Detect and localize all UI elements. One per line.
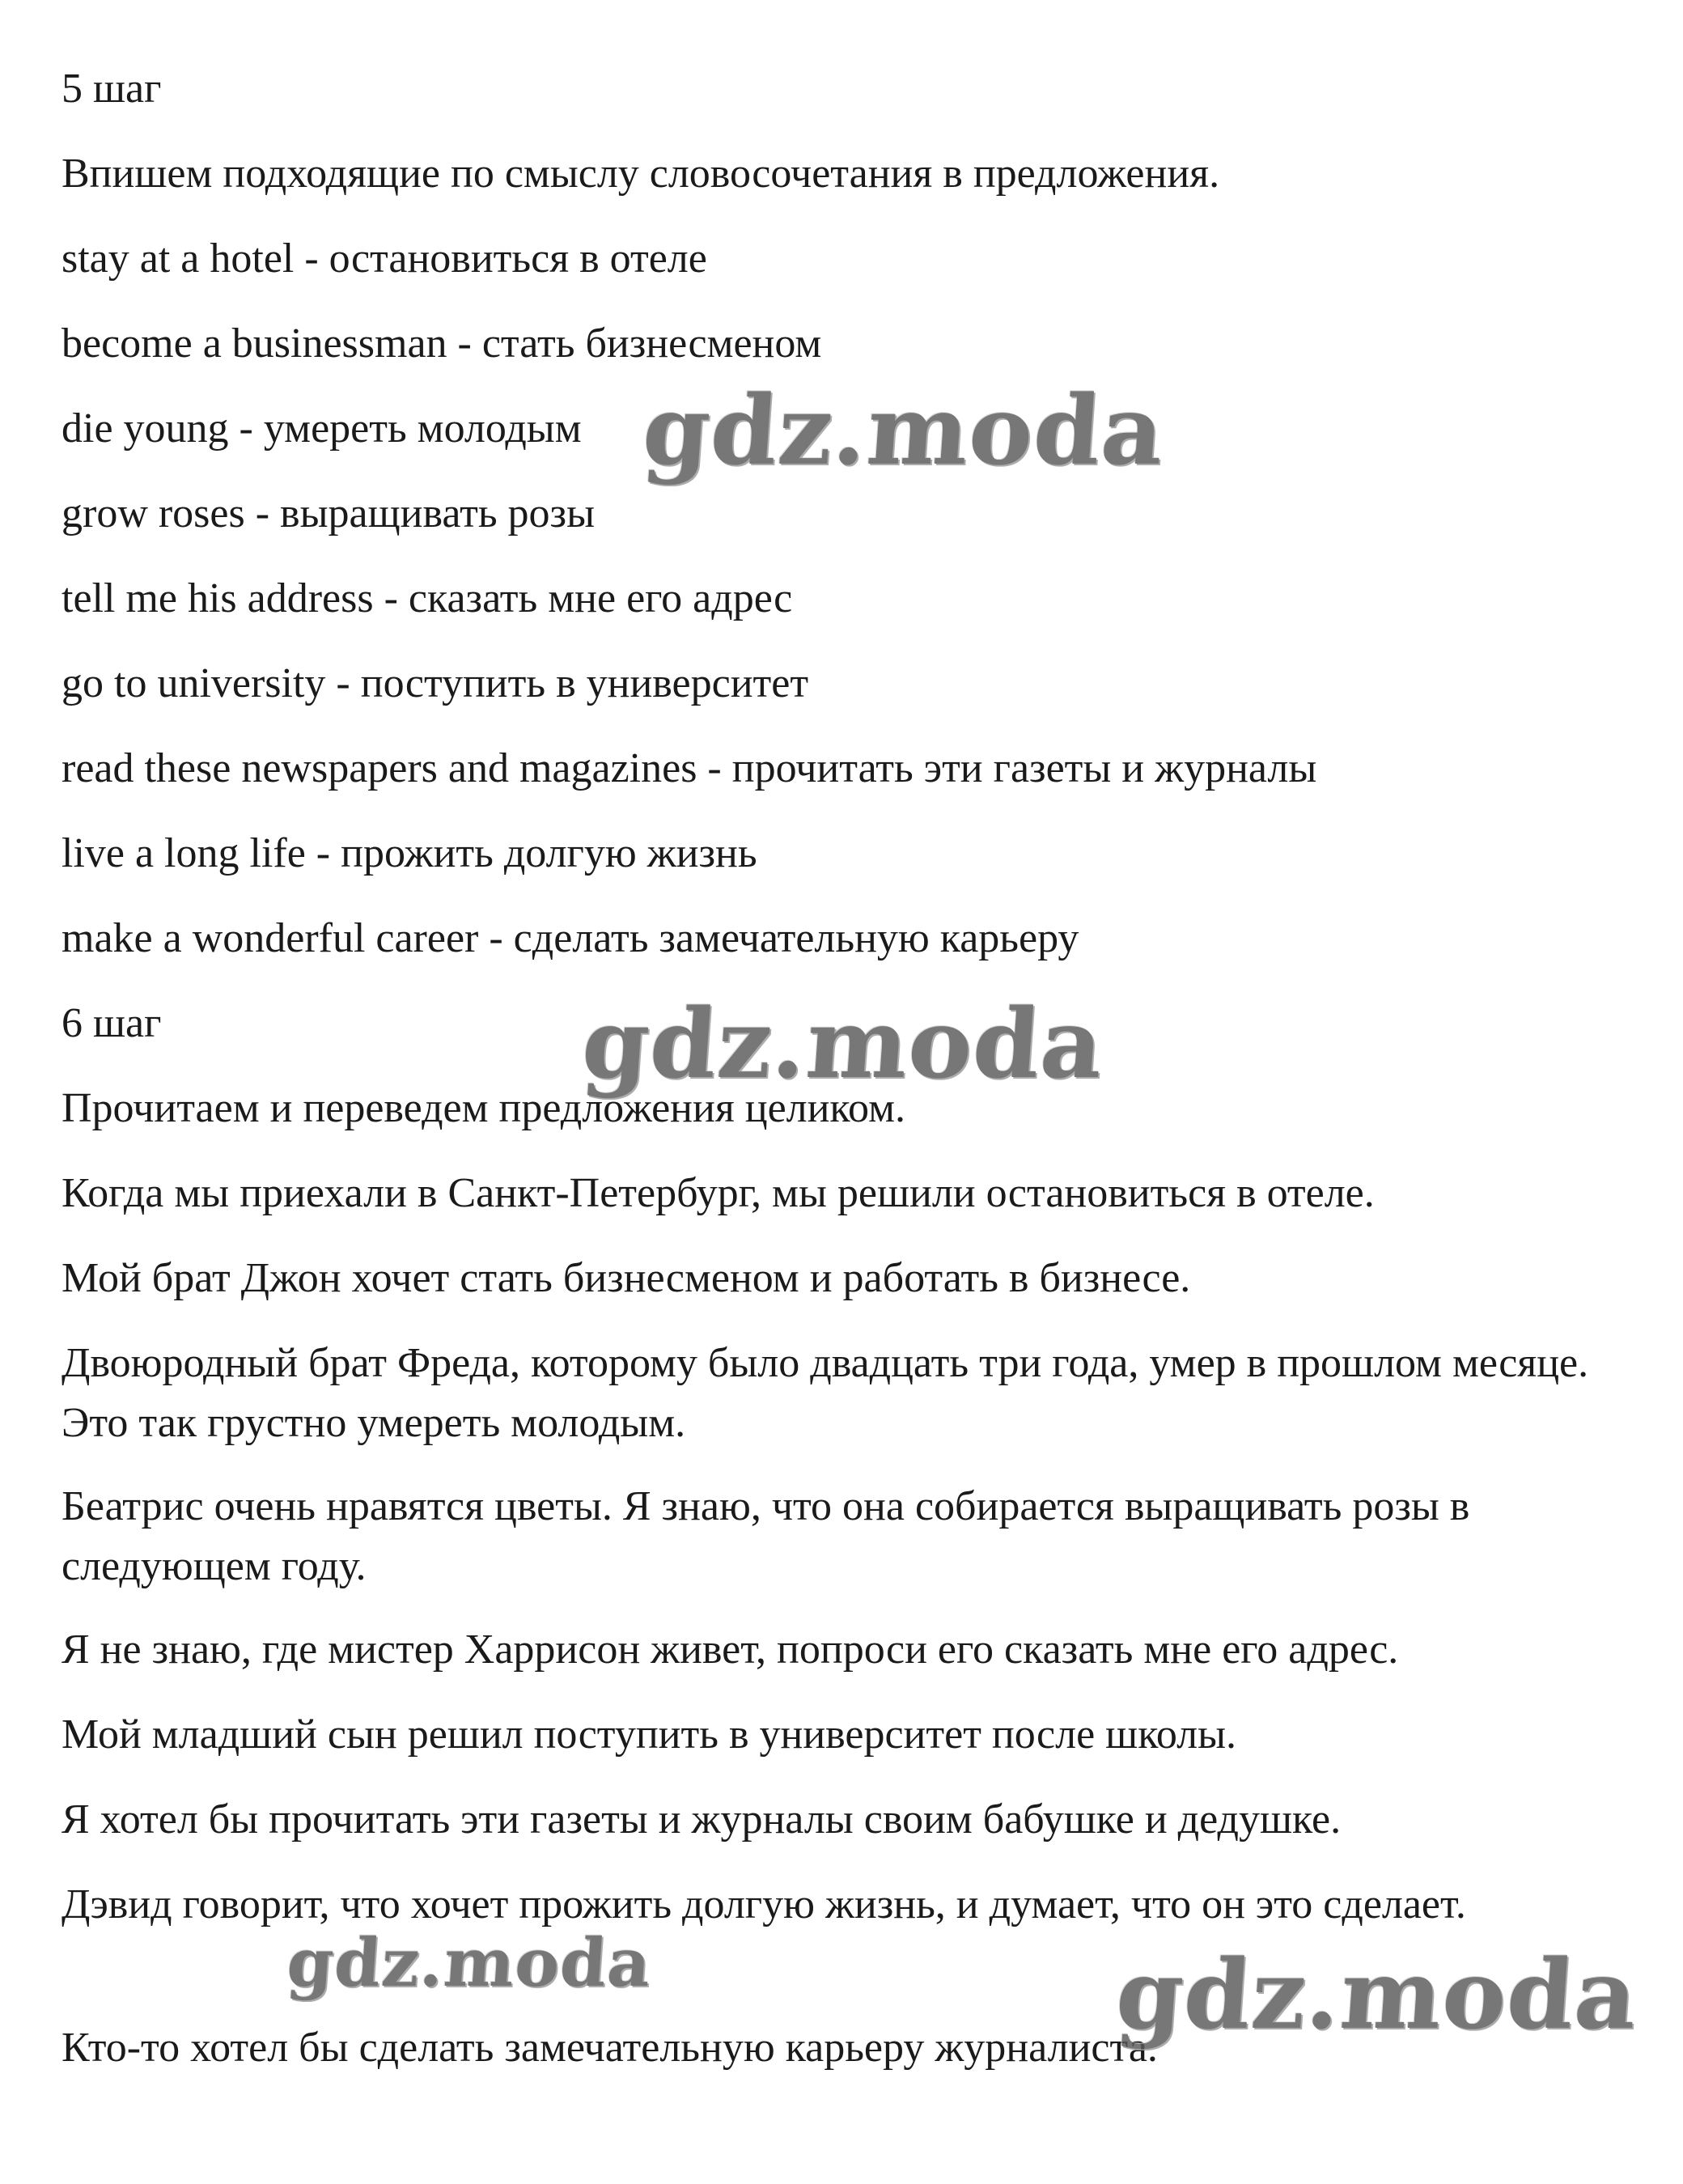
sentence-item: Дэвид говорит, что хочет прожить долгую жизнь, и думает, что он это сделает. [61, 1881, 1466, 1927]
step-6-instruction: Прочитаем и переведем предложения целиком. [61, 1085, 905, 1131]
watermark-logo: gdz.moda [284, 1924, 655, 2002]
sentence-item: Мой младший сын решил поступить в университет после школы. [61, 1711, 1237, 1758]
sentence-item: Когда мы приехали в Санкт-Петербург, мы решили остановиться в отеле. [61, 1170, 1375, 1216]
sentence-item: Я хотел бы прочитать эти газеты и журналы своим бабушке и дедушке. [61, 1796, 1342, 1843]
phrase-item: tell me his address - сказать мне его адрес [61, 575, 793, 621]
sentence-item: Мой брат Джон хочет стать бизнесменом и работать в бизнесе. [61, 1255, 1191, 1301]
watermark-logo: gdz.moda [579, 987, 1108, 1100]
phrase-item: read these newspapers and magazines - прочитать эти газеты и журналы [61, 745, 1317, 791]
phrase-item: live a long life - прожить долгую жизнь [61, 830, 757, 876]
watermark-logo: gdz.moda [1113, 1938, 1642, 2050]
watermark-logo: gdz.moda [639, 374, 1168, 486]
phrase-item: go to university - поступить в университет [61, 660, 809, 706]
step-5-title: 5 шаг [61, 66, 162, 112]
sentence-item: Кто-то хотел бы сделать замечательную карьеру журналиста. [61, 2025, 1158, 2071]
phrase-item: die young - умереть молодым [61, 405, 582, 452]
sentence-item: Двоюродный брат Фреда, которому было двадцать три года, умер в прошлом месяце. Это так грустно умереть молодым. [61, 1340, 1589, 1446]
phrase-item: stay at a hotel - остановиться в отеле [61, 235, 707, 282]
phrase-item: make a wonderful career - сделать замечательную карьеру [61, 915, 1079, 961]
phrase-item: become a businessman - стать бизнесменом [61, 320, 822, 367]
sentence-item: Я не знаю, где мистер Харрисон живет, попроси его сказать мне его адрес. [61, 1626, 1399, 1673]
step-6-title: 6 шаг [61, 1000, 162, 1046]
step-5-instruction: Впишем подходящие по смыслу словосочетания в предложения. [61, 151, 1220, 197]
phrase-item: grow roses - выращивать розы [61, 490, 596, 536]
sentence-item: Беатрис очень нравятся цветы. Я знаю, что она собирается выращивать розы в следующем году. [61, 1483, 1470, 1589]
